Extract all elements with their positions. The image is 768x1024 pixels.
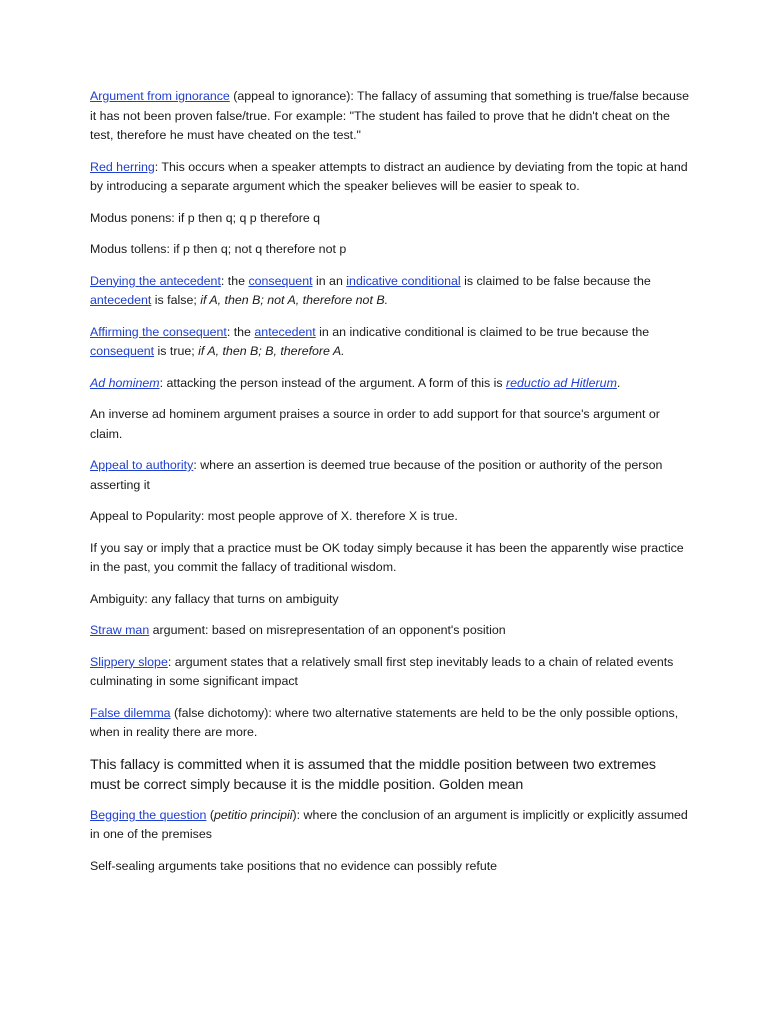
entry-modus-ponens: Modus ponens: if p then q; q p therefore q bbox=[90, 210, 321, 225]
entry-text: argument: based on misrepresentation of an opponent's position bbox=[149, 623, 506, 637]
entry-text: . bbox=[616, 375, 621, 390]
entry-text: : argument states that a relatively small first step inevitably leads to a chain of related events culminating in some significant impact bbox=[90, 654, 674, 688]
link-begging-the-question[interactable]: Begging the question bbox=[90, 807, 207, 822]
entry-red-herring bbox=[90, 158, 690, 197]
entry-straw-man bbox=[90, 621, 690, 641]
entry-golden-mean: This fallacy is committed when it is assumed that the middle position between two extremes must be correct simply because it is the middle position. Golden mean bbox=[90, 756, 656, 793]
entry-denying-the-antecedent bbox=[90, 272, 690, 311]
link-antecedent[interactable]: antecedent bbox=[254, 324, 316, 339]
entry-text: (appeal to ignorance): The fallacy of assuming that something is true/false because it has not been proven false/true. For example: "The student has failed to prove that he didn't cheat on the test, therefore he must have cheated on the test." bbox=[90, 89, 689, 142]
document-body bbox=[90, 87, 690, 888]
link-slippery-slope[interactable]: Slippery slope bbox=[90, 654, 168, 669]
entry-begging-the-question bbox=[90, 806, 690, 845]
entry-italic-formula: if A, then B; B, therefore A. bbox=[198, 344, 345, 358]
link-false-dilemma[interactable]: False dilemma bbox=[90, 705, 171, 720]
entry-ambiguity: Ambiguity: any fallacy that turns on ambiguity bbox=[90, 591, 339, 606]
link-antecedent[interactable]: antecedent bbox=[90, 293, 152, 307]
link-indicative-conditional[interactable]: indicative conditional bbox=[346, 273, 461, 288]
entry-affirming-the-consequent bbox=[90, 323, 690, 362]
link-straw-man[interactable]: Straw man bbox=[90, 623, 150, 637]
link-reductio-ad-hitlerum[interactable]: reductio ad Hitlerum bbox=[506, 375, 617, 390]
entry-appeal-to-popularity: Appeal to Popularity: most people approve of X. therefore X is true. bbox=[90, 509, 458, 523]
entry-text: : where an assertion is deemed true because of the position or authority of the person asserting it bbox=[90, 458, 663, 492]
entry-text: (false dichotomy): where two alternative statements are held to be the only possible options, when in reality there are more. bbox=[90, 705, 679, 739]
entry-text: : This occurs when a speaker attempts to distract an audience by deviating from the topic at hand by introducing a separate argument which the speaker believes will be easier to speak to. bbox=[90, 159, 688, 193]
entry-traditional-wisdom: If you say or imply that a practice must be OK today simply because it has been the apparently wise practice in the past, you commit the fallacy of traditional wisdom. bbox=[90, 540, 684, 574]
entry-text: ( bbox=[206, 807, 215, 822]
entry-text: : the bbox=[220, 273, 249, 288]
entry-self-sealing-arguments: Self-sealing arguments take positions that no evidence can possibly refute bbox=[90, 858, 498, 873]
entry-slippery-slope bbox=[90, 653, 690, 692]
entry-text: in an bbox=[312, 273, 347, 288]
entry-text: is true; bbox=[154, 344, 199, 358]
entry-text: in an indicative conditional is claimed to be true because the bbox=[315, 324, 650, 339]
entry-modus-tollens: Modus tollens: if p then q; not q therefore not p bbox=[90, 242, 347, 256]
entry-text: is false; bbox=[151, 293, 201, 307]
entry-ad-hominem bbox=[90, 374, 690, 394]
entry-false-dilemma bbox=[90, 704, 690, 743]
link-consequent[interactable]: consequent bbox=[90, 344, 155, 358]
link-affirming-the-consequent[interactable]: Affirming the consequent bbox=[90, 324, 227, 339]
entry-text: : attacking the person instead of the argument. A form of this is bbox=[159, 375, 507, 390]
link-consequent[interactable]: consequent bbox=[248, 273, 313, 288]
entry-appeal-to-authority bbox=[90, 456, 690, 495]
link-ad-hominem[interactable]: Ad hominem bbox=[90, 375, 160, 390]
entry-italic-latin: petitio principii bbox=[214, 807, 293, 822]
entry-inverse-ad-hominem: An inverse ad hominem argument praises a source in order to add support for that source's argument or claim. bbox=[90, 407, 660, 441]
link-appeal-to-authority[interactable]: Appeal to authority bbox=[90, 458, 194, 472]
link-red-herring[interactable]: Red herring bbox=[90, 159, 155, 174]
entry-text: ): where the conclusion of an argument is implicitly or explicitly assumed in one of the premises bbox=[90, 807, 688, 841]
entry-argument-from-ignorance bbox=[90, 87, 690, 146]
entry-text: : the bbox=[226, 324, 255, 339]
link-denying-the-antecedent[interactable]: Denying the antecedent bbox=[90, 273, 221, 288]
entry-text: is claimed to be false because the bbox=[460, 273, 651, 288]
entry-italic-formula: if A, then B; not A, therefore not B. bbox=[200, 293, 389, 307]
link-argument-from-ignorance[interactable]: Argument from ignorance bbox=[90, 89, 230, 103]
